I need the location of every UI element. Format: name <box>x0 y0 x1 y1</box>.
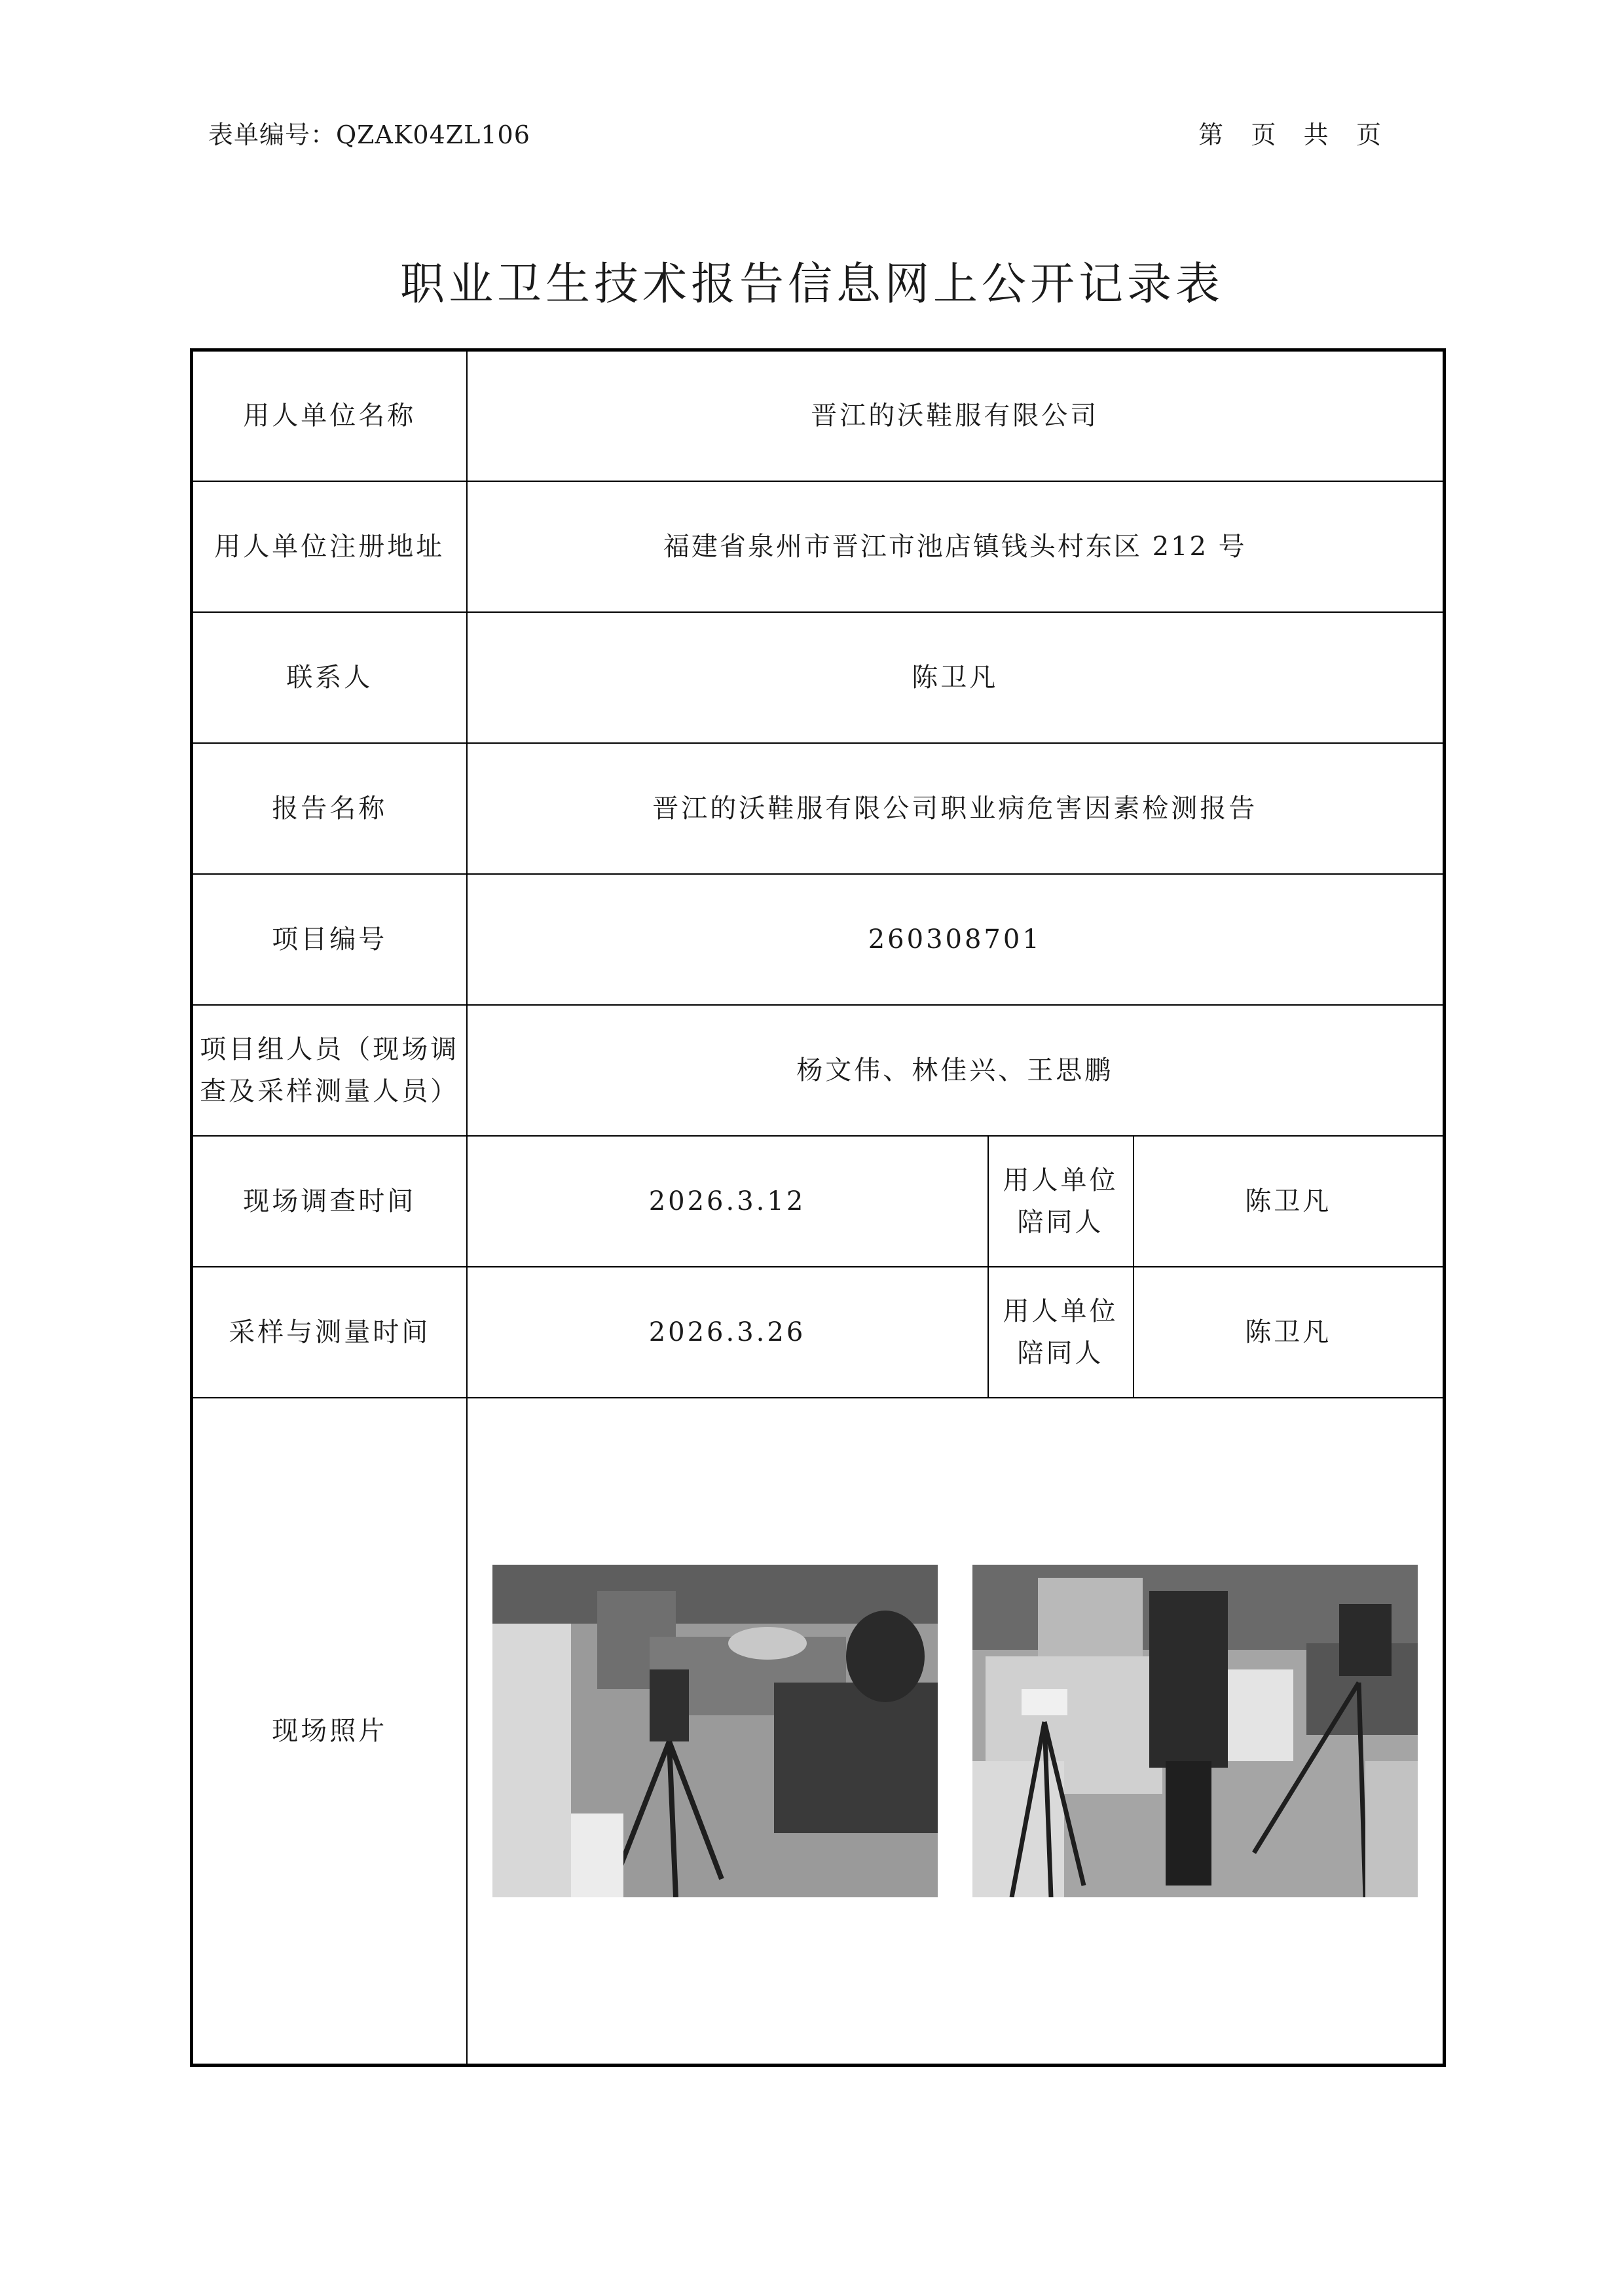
form-number: 表单编号：QZAK04ZL106 <box>208 120 530 149</box>
row-photos <box>192 1398 1445 2066</box>
survey-label: 现场调查时间 <box>192 1136 467 1267</box>
contact-value: 陈卫凡 <box>467 612 1445 743</box>
page-ye: 页 <box>1251 120 1277 149</box>
report-name-value: 晋江的沃鞋服有限公司职业病危害因素检测报告 <box>467 743 1445 874</box>
sampling-label: 采样与测量时间 <box>192 1267 467 1398</box>
sampling-escort-label-line2: 陪同人 <box>1017 1338 1104 1368</box>
report-name-label: 报告名称 <box>192 743 467 874</box>
employer-name-value: 晋江的沃鞋服有限公司 <box>467 350 1445 481</box>
document-title: 职业卫生技术报告信息网上公开记录表 <box>399 259 1224 310</box>
employer-address-value: 福建省泉州市晋江市池店镇钱头村东区 212 号 <box>467 481 1445 612</box>
page-di: 第 <box>1198 120 1225 149</box>
record-table <box>190 348 1446 2067</box>
page-gong: 共 <box>1303 120 1329 149</box>
project-no-value: 260308701 <box>467 874 1445 1005</box>
row-team <box>192 1005 1445 1136</box>
contact-label: 联系人 <box>192 612 467 743</box>
survey-escort-value: 陈卫凡 <box>1134 1136 1445 1267</box>
row-contact <box>192 612 1445 743</box>
survey-date: 2026.3.12 <box>467 1136 988 1267</box>
team-label-line2: 查及采样测量人员） <box>200 1076 460 1106</box>
site-photo-1 <box>492 1565 938 1897</box>
sampling-escort-label-line1: 用人单位 <box>1003 1296 1118 1326</box>
row-survey <box>192 1136 1445 1267</box>
survey-escort-label-line1: 用人单位 <box>1003 1165 1118 1195</box>
row-project-no <box>192 874 1445 1005</box>
row-employer-name <box>192 350 1445 481</box>
employer-name-label: 用人单位名称 <box>192 350 467 481</box>
page-indicator <box>1198 115 1382 151</box>
survey-escort-label-line2: 陪同人 <box>1017 1207 1104 1237</box>
project-no-label: 项目编号 <box>192 874 467 1005</box>
sampling-date: 2026.3.26 <box>467 1267 988 1398</box>
row-employer-address <box>192 481 1445 612</box>
sampling-escort-label <box>988 1267 1134 1398</box>
employer-address-label: 用人单位注册地址 <box>192 481 467 612</box>
sampling-escort-value: 陈卫凡 <box>1134 1267 1445 1398</box>
team-value: 杨文伟、林佳兴、王思鹏 <box>467 1005 1445 1136</box>
team-label-line1: 项目组人员（现场调 <box>200 1034 460 1065</box>
survey-escort-label <box>988 1136 1134 1267</box>
row-report-name <box>192 743 1445 874</box>
site-photo-2 <box>972 1565 1418 1897</box>
team-label <box>192 1005 467 1136</box>
page-ye-total: 页 <box>1356 120 1382 149</box>
photos-label: 现场照片 <box>192 1398 467 2066</box>
photo-container <box>468 1565 1443 1897</box>
row-sampling <box>192 1267 1445 1398</box>
